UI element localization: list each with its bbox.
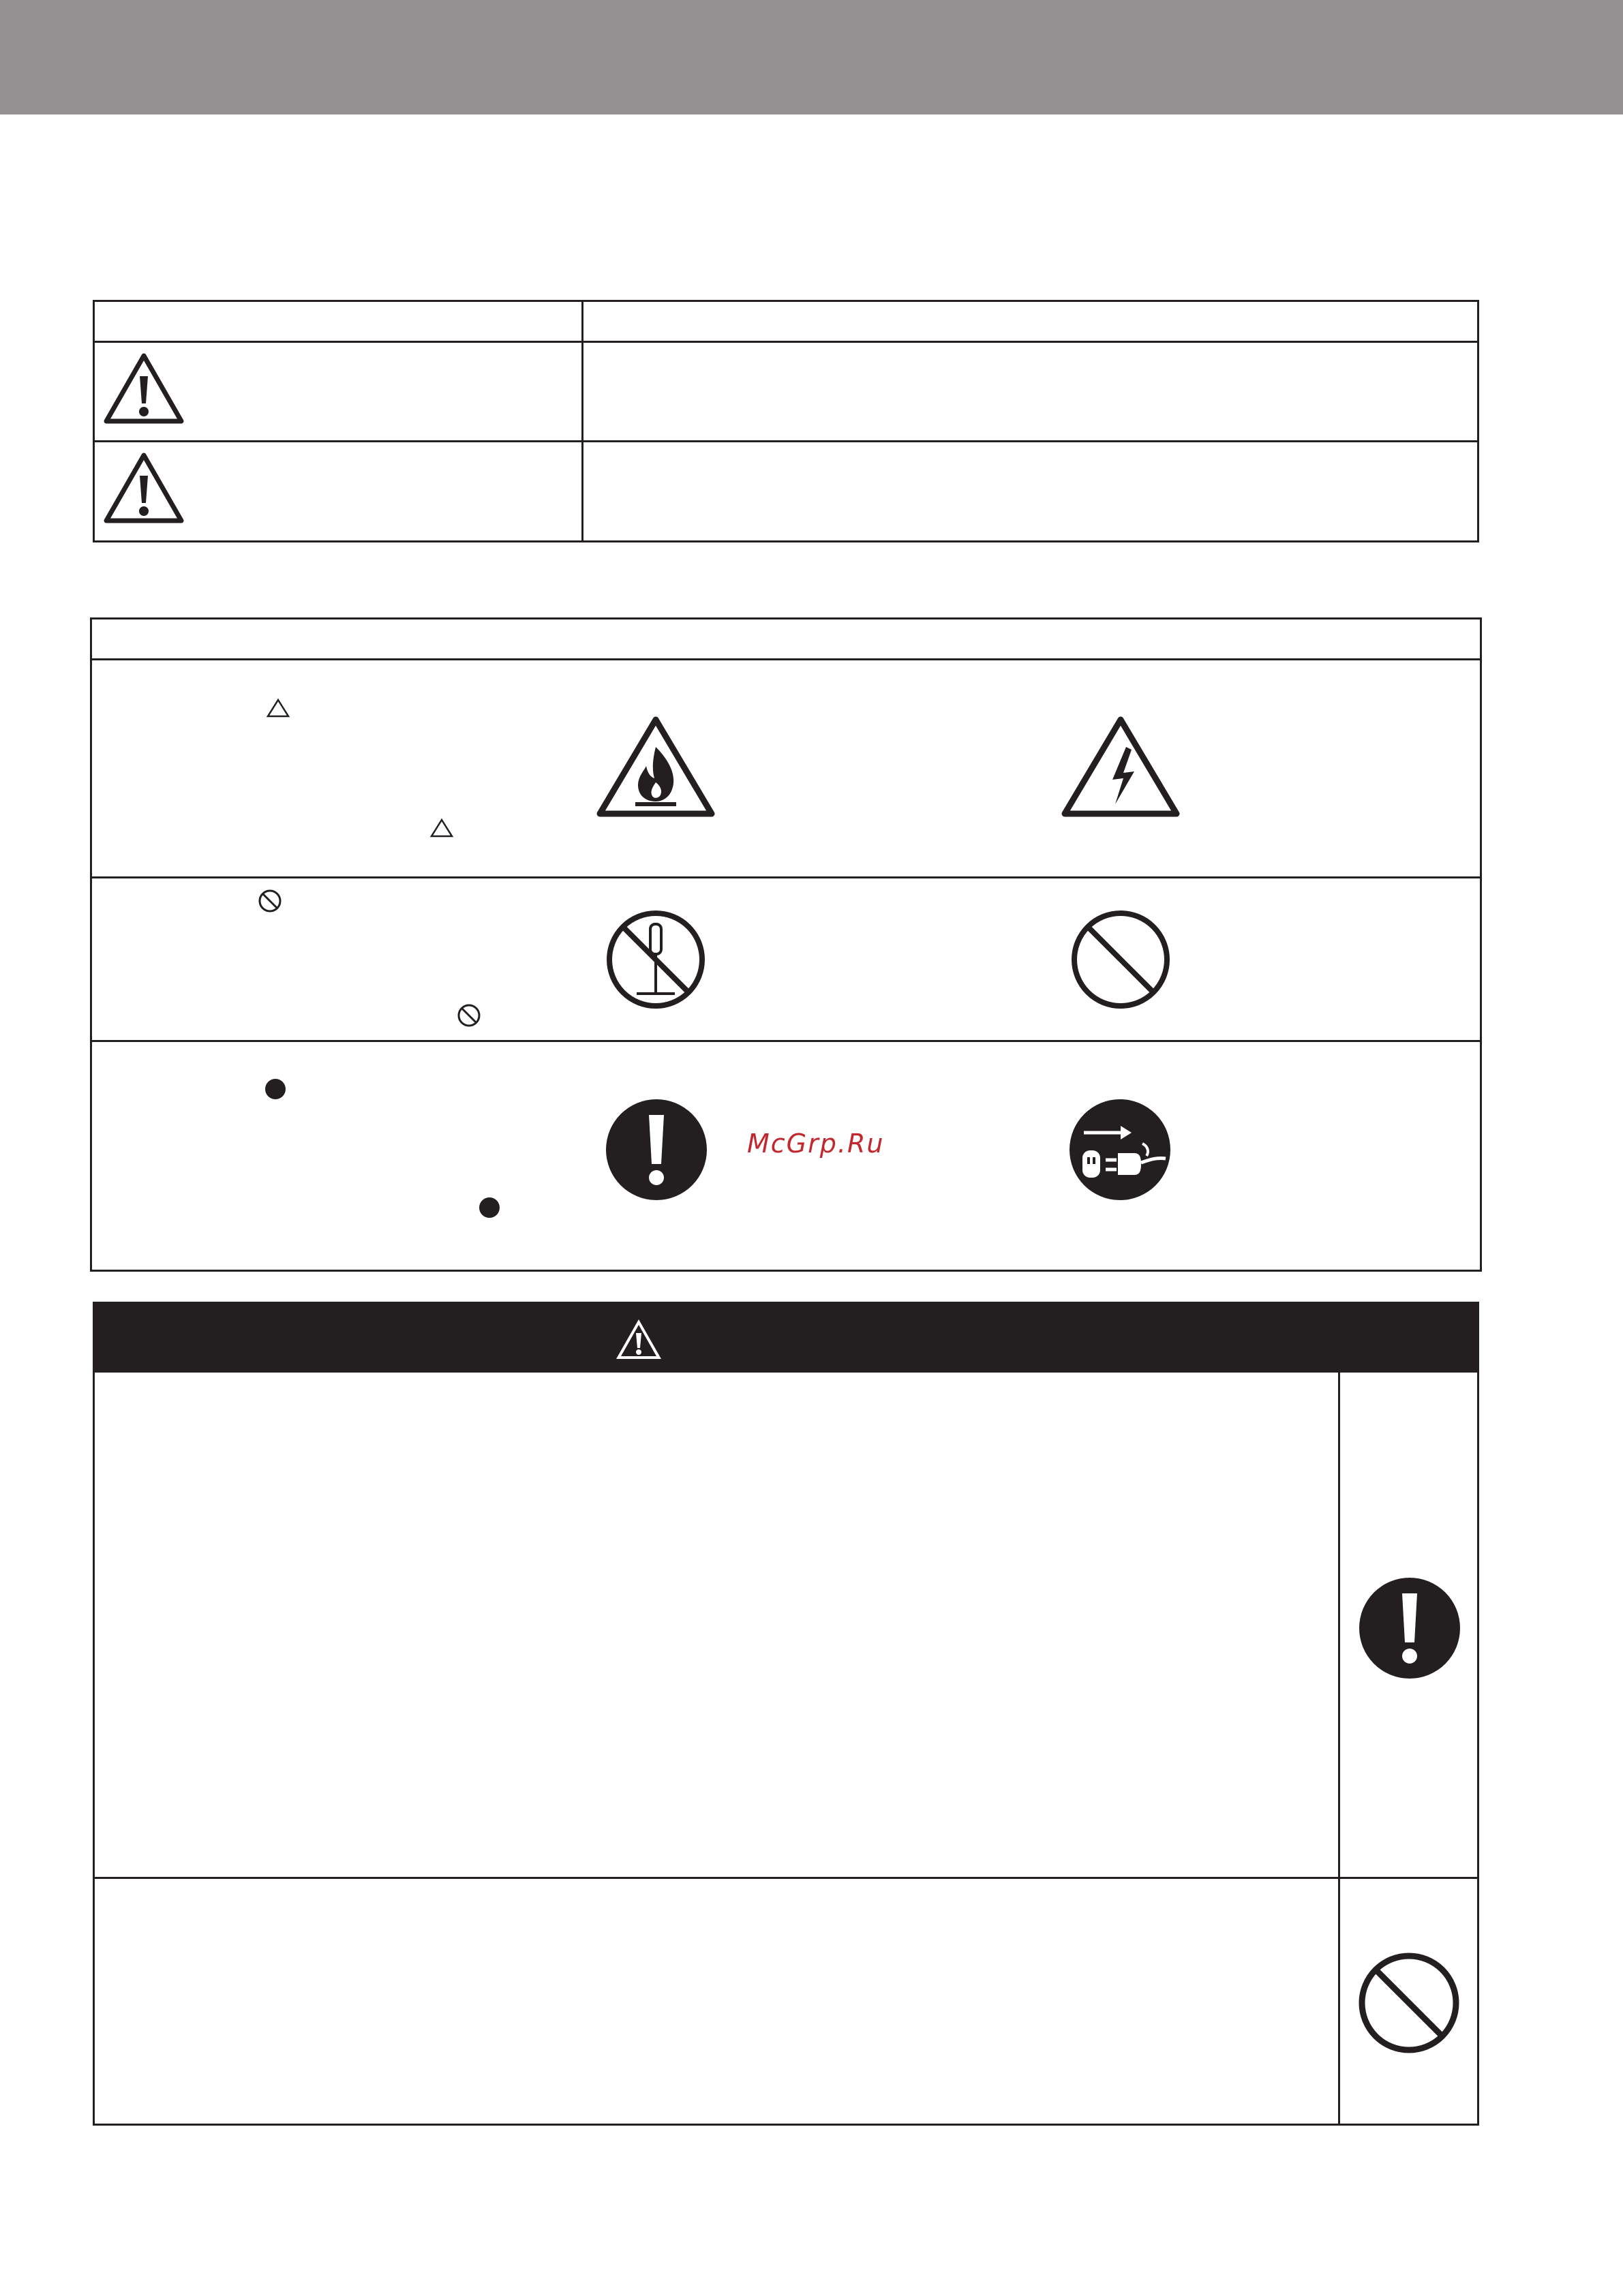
table-row-divider xyxy=(93,440,1479,442)
mandatory-action-icon xyxy=(1359,1577,1461,1679)
symbol-table xyxy=(90,617,1482,1272)
small-prohibition-icon xyxy=(258,889,282,913)
unplug-icon xyxy=(1069,1099,1171,1201)
mandatory-action-icon xyxy=(605,1099,708,1201)
warning-section xyxy=(93,1371,1479,2126)
watermark: McGrp.Ru xyxy=(747,1129,885,1159)
table-row-divider xyxy=(90,876,1482,878)
small-prohibition-icon xyxy=(457,1003,481,1028)
banner-warning-icon xyxy=(613,1317,664,1362)
warning-icon-column-divider xyxy=(1338,1371,1340,2126)
warning-triangle-icon xyxy=(102,352,185,425)
small-filled-circle-icon xyxy=(264,1078,286,1100)
table-row-divider xyxy=(93,341,1479,343)
small-triangle-icon xyxy=(429,818,454,838)
small-triangle-icon xyxy=(266,698,290,718)
header-bar xyxy=(0,0,1623,114)
table-row-divider xyxy=(90,1040,1482,1042)
warning-banner xyxy=(93,1302,1479,1373)
electric-shock-warning-icon xyxy=(1061,714,1181,818)
signal-word-table xyxy=(93,300,1479,542)
caution-triangle-icon xyxy=(102,451,185,525)
warning-row-divider xyxy=(93,1877,1479,1879)
table-column-divider xyxy=(581,300,583,542)
no-disassembly-icon xyxy=(605,909,706,1010)
table-row-divider xyxy=(90,658,1482,660)
prohibition-icon xyxy=(1070,909,1171,1010)
fire-warning-icon xyxy=(596,714,716,818)
prohibition-icon xyxy=(1358,1952,1460,2054)
small-filled-circle-icon xyxy=(479,1197,500,1219)
